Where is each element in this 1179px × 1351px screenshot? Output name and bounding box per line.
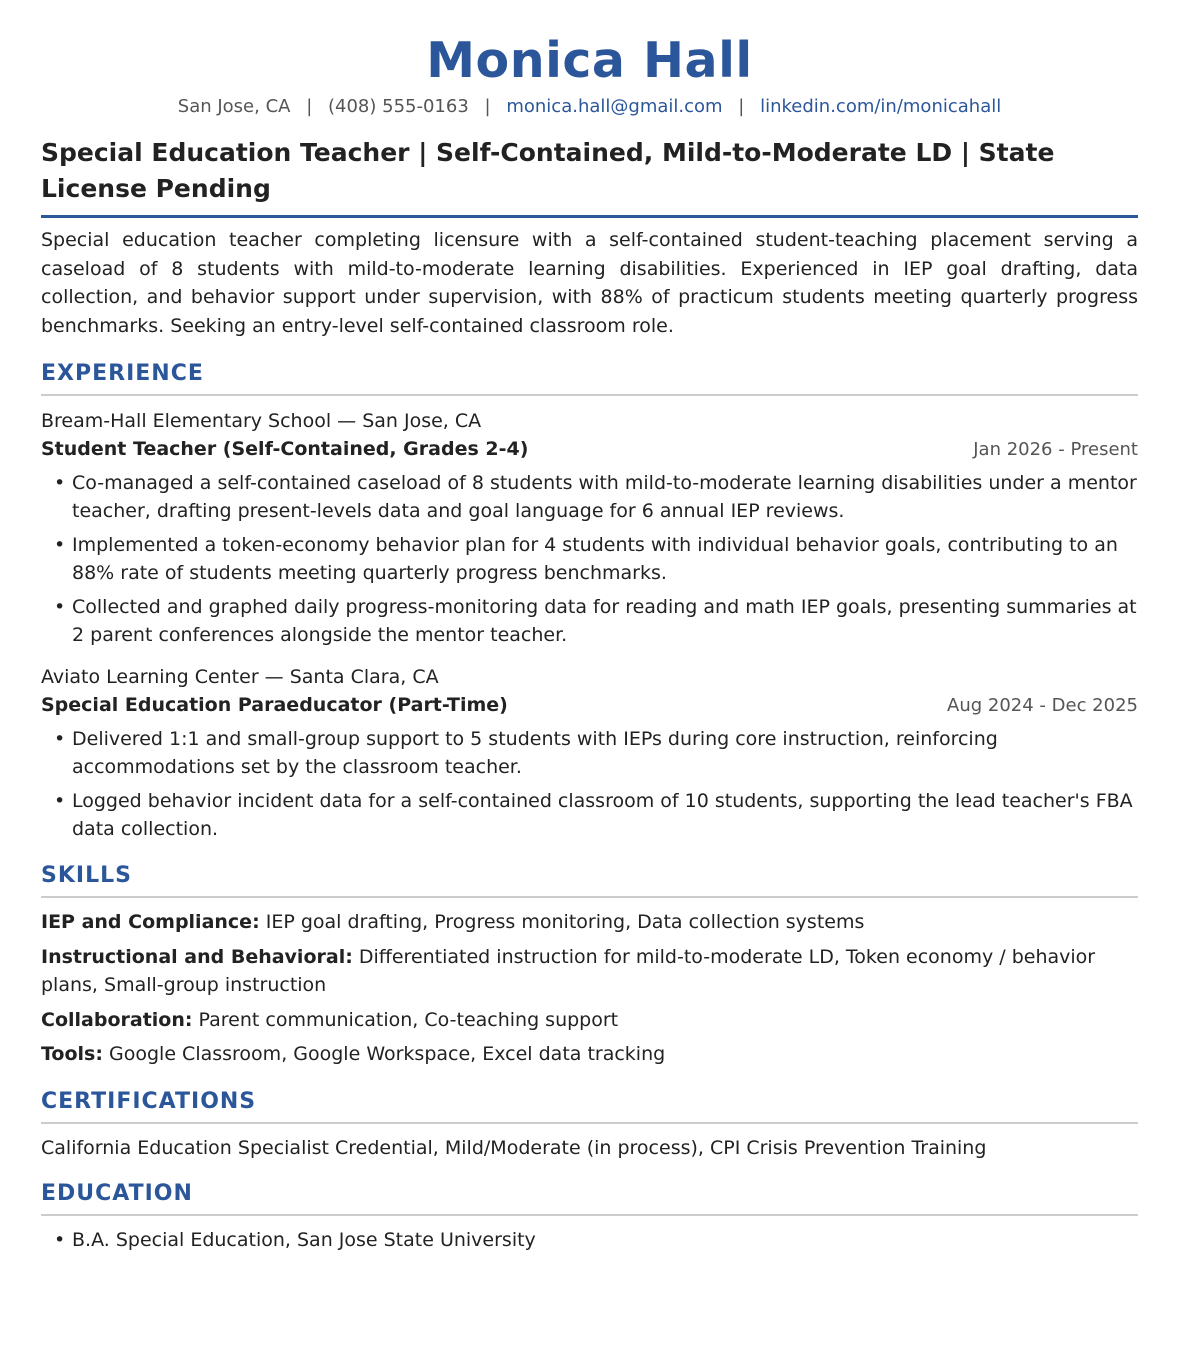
skill-category: Instructional and Behavioral: — [41, 945, 353, 968]
bullet-item: • Logged behavior incident data for a self-contained classroom of 10 students, supporting the lead teacher's FBA data collection. — [41, 787, 1138, 843]
experience-entry — [41, 408, 1138, 649]
bullet-item: • Delivered 1:1 and small-group support to 5 students with IEPs during core instruction, reinforcing accommodations set by the classroom teacher. — [41, 725, 1138, 781]
contact-line — [41, 95, 1138, 119]
skill-category: IEP and Compliance: — [41, 911, 260, 933]
phone-text: (408) 555-0163 — [328, 96, 469, 117]
employer-name: Bream-Hall Elementary School — San Jose, CA — [41, 410, 482, 432]
education-heading: EDUCATION — [41, 1180, 1138, 1216]
email-link[interactable]: monica.hall@gmail.com — [506, 96, 723, 117]
skills-list — [41, 908, 1138, 1069]
certifications-heading: CERTIFICATIONS — [41, 1088, 1138, 1124]
contact-separator: | — [484, 96, 491, 117]
job-bullets — [41, 725, 1138, 843]
job-bullets — [41, 469, 1138, 649]
professional-headline: Special Education Teacher | Self-Contained, Mild-to-Moderate LD | State License Pending — [41, 135, 1138, 218]
education-item: • B.A. Special Education, San Jose State University — [41, 1226, 1138, 1254]
linkedin-link[interactable]: linkedin.com/in/monicahall — [760, 96, 1002, 117]
role-row — [41, 436, 1138, 463]
bullet-item: • Co-managed a self-contained caseload of 8 students with mild-to-moderate learning disabilities under a mentor teacher, drafting present-levels data and goal language for 6 annual IEP reviews. — [41, 469, 1138, 525]
resume-page — [0, 33, 1179, 1254]
skill-items: Differentiated instruction for mild-to-moderate LD, Token economy / behavior plans, Small-group instruction — [41, 945, 1096, 996]
skill-line — [41, 1040, 1138, 1069]
job-dates: Jan 2026 - Present — [973, 439, 1138, 460]
skills-heading: SKILLS — [41, 862, 1138, 898]
skill-category: Tools: — [41, 1043, 103, 1065]
job-title: Student Teacher (Self-Contained, Grades 2-4) — [41, 438, 529, 460]
certifications-text: California Education Specialist Credential, Mild/Moderate (in process), CPI Crisis Prevention Training — [41, 1136, 987, 1159]
candidate-name: Monica Hall — [426, 32, 753, 89]
location-text: San Jose, CA — [177, 96, 291, 117]
contact-separator: | — [306, 96, 313, 117]
education-list — [41, 1226, 1138, 1254]
skill-category: Collaboration: — [41, 1008, 193, 1031]
job-title: Special Education Paraeducator (Part-Time) — [41, 694, 508, 716]
skill-items: Parent communication, Co-teaching support — [198, 1008, 619, 1031]
skill-items: IEP goal drafting, Progress monitoring, Data collection systems — [265, 911, 865, 933]
contact-separator: | — [738, 96, 745, 117]
skill-line — [41, 943, 1138, 1000]
experience-entry — [41, 664, 1138, 843]
bullet-item: • Collected and graphed daily progress-monitoring data for reading and math IEP goals, presenting summaries at 2 parent conferences alongside the mentor teacher. — [41, 593, 1138, 649]
job-dates: Aug 2024 - Dec 2025 — [947, 695, 1138, 716]
summary-paragraph: Special education teacher completing licensure with a self-contained student-teaching placement serving a caseload of 8 students with mild-to-moderate learning disabilities. Experienced in IEP goal drafting, data collection, and behavior support under supervision, with 88% of practicum students meeting quarterly progress benchmarks. Seeking an entry-level self-contained classroom role. — [41, 229, 1138, 337]
role-row — [41, 692, 1138, 719]
skill-line — [41, 908, 1138, 937]
bullet-item: • Implemented a token-economy behavior plan for 4 students with individual behavior goals, contributing to an 88% rate of students meeting quarterly progress benchmarks. — [41, 531, 1138, 587]
skill-items: Google Classroom, Google Workspace, Excel data tracking — [109, 1043, 666, 1065]
experience-heading: EXPERIENCE — [41, 360, 1138, 396]
employer-name: Aviato Learning Center — Santa Clara, CA — [41, 666, 439, 688]
skill-line — [41, 1006, 1138, 1035]
